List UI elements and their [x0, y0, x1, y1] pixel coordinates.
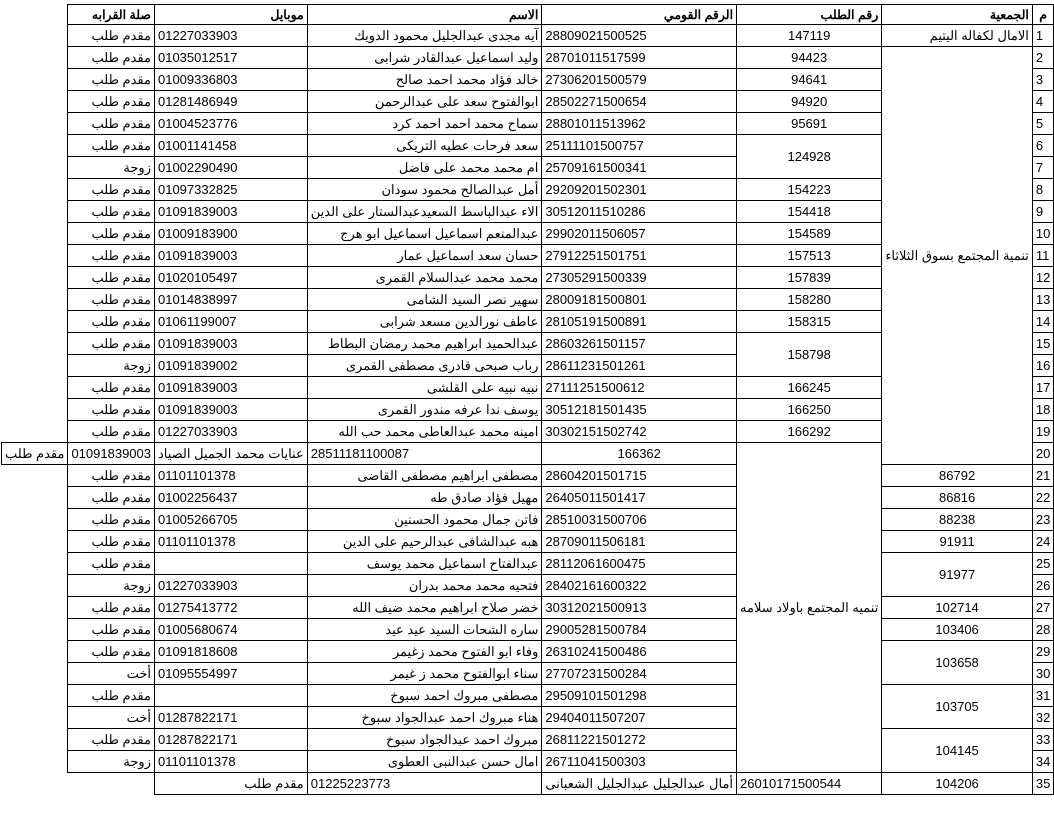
national-id-cell: 28009181500801 [542, 289, 737, 311]
request-number-cell: 166362 [542, 443, 737, 465]
relation-cell: مقدم طلب [68, 25, 155, 47]
row-number-cell: 26 [1032, 575, 1053, 597]
mobile-cell: 01091839003 [154, 201, 307, 223]
national-id-cell: 26310241500486 [542, 641, 737, 663]
header-relation: صلة القرابه [68, 5, 155, 25]
relation-cell: مقدم طلب [68, 47, 155, 69]
row-number-cell: 4 [1032, 91, 1053, 113]
relation-cell: مقدم طلب [68, 135, 155, 157]
mobile-cell: 01001141458 [154, 135, 307, 157]
name-cell: حسان سعد اسماعيل عمار [307, 245, 542, 267]
row-number-cell: 29 [1032, 641, 1053, 663]
mobile-cell: 01014838997 [154, 289, 307, 311]
header-request-no: رقم الطلب [737, 5, 882, 25]
relation-cell: مقدم طلب [68, 465, 155, 487]
relation-cell: مقدم طلب [68, 69, 155, 91]
request-number-cell: 147119 [737, 25, 882, 47]
national-id-cell: 28701011517599 [542, 47, 737, 69]
mobile-cell: 01287822171 [154, 707, 307, 729]
header-association: الجمعية [882, 5, 1033, 25]
mobile-cell [154, 685, 307, 707]
national-id-cell: 30312021500913 [542, 597, 737, 619]
request-number-cell: 157513 [737, 245, 882, 267]
national-id-cell: 30512011510286 [542, 201, 737, 223]
mobile-cell: 01227033903 [154, 421, 307, 443]
mobile-cell: 01004523776 [154, 113, 307, 135]
mobile-cell: 01091839003 [154, 377, 307, 399]
name-cell: يوسف ندا عرفه مندور القمرى [307, 399, 542, 421]
row-number-cell: 34 [1032, 751, 1053, 773]
request-number-cell: 102714 [882, 597, 1033, 619]
name-cell: امال حسن عبدالنبى العطوى [307, 751, 542, 773]
row-number-cell: 5 [1032, 113, 1053, 135]
national-id-cell: 29902011506057 [542, 223, 737, 245]
name-cell: سماح محمد احمد احمد كرد [307, 113, 542, 135]
row-number-cell: 19 [1032, 421, 1053, 443]
row-number-cell: 32 [1032, 707, 1053, 729]
relation-cell: مقدم طلب [68, 289, 155, 311]
row-number-cell: 22 [1032, 487, 1053, 509]
relation-cell: مقدم طلب [68, 201, 155, 223]
row-number-cell: 10 [1032, 223, 1053, 245]
name-cell: آيه مجدى عبدالجليل محمود الدويك [307, 25, 542, 47]
header-row [2, 5, 1054, 25]
request-number-cell: 158798 [737, 333, 882, 377]
mobile-cell: 01091839003 [154, 333, 307, 355]
row-number-cell: 18 [1032, 399, 1053, 421]
applicants-table [1, 4, 1054, 795]
national-id-cell: 28510031500706 [542, 509, 737, 531]
mobile-cell: 01002290490 [154, 157, 307, 179]
table-row [2, 47, 1054, 69]
row-number-cell: 2 [1032, 47, 1053, 69]
relation-cell: مقدم طلب [68, 729, 155, 751]
name-cell: وفاء ابو الفتوح محمد زغيمر [307, 641, 542, 663]
national-id-cell: 28502271500654 [542, 91, 737, 113]
row-number-cell: 16 [1032, 355, 1053, 377]
table-row [2, 531, 1054, 553]
relation-cell: زوجة [68, 355, 155, 377]
association-cell: تنمية المجتمع بسوق الثلاثاء [882, 47, 1033, 465]
national-id-cell: 30512181501435 [542, 399, 737, 421]
national-id-cell: 28801011513962 [542, 113, 737, 135]
row-number-cell: 9 [1032, 201, 1053, 223]
relation-cell: مقدم طلب [68, 311, 155, 333]
national-id-cell: 28604201501715 [542, 465, 737, 487]
name-cell: مصطفى مبروك احمد سبوخ [307, 685, 542, 707]
request-number-cell: 103658 [882, 641, 1033, 685]
mobile-cell: 01035012517 [154, 47, 307, 69]
mobile-cell: 01091839003 [154, 245, 307, 267]
row-number-cell: 27 [1032, 597, 1053, 619]
mobile-cell: 01227033903 [154, 575, 307, 597]
mobile-cell: 01091818608 [154, 641, 307, 663]
table-row [2, 619, 1054, 641]
request-number-cell: 86792 [882, 465, 1033, 487]
name-cell: عبدالفتاح اسماعيل محمد يوسف [307, 553, 542, 575]
row-number-cell: 35 [1032, 773, 1053, 795]
relation-cell: مقدم طلب [68, 377, 155, 399]
mobile-cell: 01095554997 [154, 663, 307, 685]
name-cell: عبدالمنعم اسماعيل اسماعيل ابو هرج [307, 223, 542, 245]
relation-cell: مقدم طلب [68, 487, 155, 509]
national-id-cell: 27306201500579 [542, 69, 737, 91]
name-cell: محمد محمد عبدالسلام القمرى [307, 267, 542, 289]
request-number-cell: 94920 [737, 91, 882, 113]
name-cell: عبدالحميد ابراهيم محمد رمضان البطاط [307, 333, 542, 355]
table-row [2, 685, 1054, 707]
national-id-cell: 28105191500891 [542, 311, 737, 333]
association-cell: الامال لكفاله اليتيم [882, 25, 1033, 47]
mobile-cell: 01005266705 [154, 509, 307, 531]
relation-cell: مقدم طلب [68, 113, 155, 135]
row-number-cell: 23 [1032, 509, 1053, 531]
national-id-cell: 28809021500525 [542, 25, 737, 47]
national-id-cell: 27912251501751 [542, 245, 737, 267]
row-number-cell: 33 [1032, 729, 1053, 751]
row-number-cell: 30 [1032, 663, 1053, 685]
row-number-cell: 28 [1032, 619, 1053, 641]
name-cell: ابوالفتوح سعد على عبدالرحمن [307, 91, 542, 113]
national-id-cell: 28402161600322 [542, 575, 737, 597]
relation-cell: مقدم طلب [68, 685, 155, 707]
mobile-cell: 01101101378 [154, 465, 307, 487]
request-number-cell: 166292 [737, 421, 882, 443]
header-m: م [1032, 5, 1053, 25]
national-id-cell: 29404011507207 [542, 707, 737, 729]
request-number-cell: 86816 [882, 487, 1033, 509]
mobile-cell: 01091839003 [68, 443, 155, 465]
table-row [2, 465, 1054, 487]
national-id-cell: 28709011506181 [542, 531, 737, 553]
name-cell: أمال عبدالجليل عبدالجليل الشعبانى [542, 773, 737, 795]
request-number-cell: 91911 [882, 531, 1033, 553]
request-number-cell: 154589 [737, 223, 882, 245]
name-cell: الاء عبدالباسط السعيدعبدالستار على الدين [307, 201, 542, 223]
relation-cell: زوجة [68, 575, 155, 597]
relation-cell: مقدم طلب [2, 443, 68, 465]
name-cell: امينه محمد عبدالعاطى محمد حب الله [307, 421, 542, 443]
row-number-cell: 14 [1032, 311, 1053, 333]
request-number-cell: 154418 [737, 201, 882, 223]
name-cell: نبيه نبيه على القلشى [307, 377, 542, 399]
request-number-cell: 158315 [737, 311, 882, 333]
relation-cell: زوجة [68, 157, 155, 179]
name-cell: وليد اسماعيل عبدالقادر شرابى [307, 47, 542, 69]
row-number-cell: 25 [1032, 553, 1053, 575]
request-number-cell: 166245 [737, 377, 882, 399]
relation-cell: مقدم طلب [68, 91, 155, 113]
name-cell: هناء مبروك احمد عبدالجواد سبوخ [307, 707, 542, 729]
national-id-cell: 27305291500339 [542, 267, 737, 289]
row-number-cell: 8 [1032, 179, 1053, 201]
request-number-cell: 88238 [882, 509, 1033, 531]
relation-cell: مقدم طلب [68, 399, 155, 421]
name-cell: عنايات محمد الجميل الصياد [154, 443, 307, 465]
relation-cell: مقدم طلب [154, 773, 307, 795]
relation-cell: مقدم طلب [68, 223, 155, 245]
table-row [2, 597, 1054, 619]
mobile-cell: 01002256437 [154, 487, 307, 509]
national-id-cell: 28611231501261 [542, 355, 737, 377]
table-row [2, 553, 1054, 575]
request-number-cell: 91977 [882, 553, 1033, 597]
name-cell: فاتن جمال محمود الحسنين [307, 509, 542, 531]
row-number-cell: 31 [1032, 685, 1053, 707]
name-cell: سعد فرحات عطيه التريكى [307, 135, 542, 157]
name-cell: عاطف نورالدين مسعد شرابى [307, 311, 542, 333]
header-name: الاسم [307, 5, 542, 25]
request-number-cell: 95691 [737, 113, 882, 135]
association-cell: تنميه المجتمع باولاد سلامه [737, 443, 882, 773]
request-number-cell: 104145 [882, 729, 1033, 773]
row-number-cell: 3 [1032, 69, 1053, 91]
relation-cell: مقدم طلب [68, 641, 155, 663]
name-cell: هبه عبدالشافى عبدالرحيم على الدين [307, 531, 542, 553]
name-cell: سناء ابوالفتوح محمد ز غيمر [307, 663, 542, 685]
row-number-cell: 24 [1032, 531, 1053, 553]
request-number-cell: 158280 [737, 289, 882, 311]
name-cell: ام محمد محمد على فاضل [307, 157, 542, 179]
mobile-cell: 01281486949 [154, 91, 307, 113]
national-id-cell: 27111251500612 [542, 377, 737, 399]
row-number-cell: 6 [1032, 135, 1053, 157]
header-mobile: موبايل [154, 5, 307, 25]
request-number-cell: 154223 [737, 179, 882, 201]
national-id-cell: 29509101501298 [542, 685, 737, 707]
row-number-cell: 17 [1032, 377, 1053, 399]
row-number-cell: 15 [1032, 333, 1053, 355]
name-cell: سهير نصر السيد الشامى [307, 289, 542, 311]
row-number-cell: 20 [1032, 443, 1053, 465]
mobile-cell: 01061199007 [154, 311, 307, 333]
relation-cell: مقدم طلب [68, 245, 155, 267]
row-number-cell: 7 [1032, 157, 1053, 179]
mobile-cell: 01091839002 [154, 355, 307, 377]
table-row [2, 487, 1054, 509]
row-number-cell: 12 [1032, 267, 1053, 289]
name-cell: مهيل فؤاد صادق طه [307, 487, 542, 509]
national-id-cell: 25111101500757 [542, 135, 737, 157]
name-cell: رباب صبحى قادرى مصطفى القمرى [307, 355, 542, 377]
table-row [2, 25, 1054, 47]
table-row [2, 641, 1054, 663]
header-national-id: الرقم القومي [542, 5, 737, 25]
name-cell: ساره الشحات السيد عيد عيد [307, 619, 542, 641]
relation-cell: مقدم طلب [68, 619, 155, 641]
national-id-cell: 25709161500341 [542, 157, 737, 179]
table-row [2, 509, 1054, 531]
national-id-cell: 28511181100087 [307, 443, 542, 465]
request-number-cell: 94423 [737, 47, 882, 69]
relation-cell: مقدم طلب [68, 421, 155, 443]
national-id-cell: 26405011501417 [542, 487, 737, 509]
mobile-cell: 01005680674 [154, 619, 307, 641]
national-id-cell: 29209201502301 [542, 179, 737, 201]
mobile-cell: 01287822171 [154, 729, 307, 751]
mobile-cell: 01275413772 [154, 597, 307, 619]
mobile-cell: 01097332825 [154, 179, 307, 201]
request-number-cell: 157839 [737, 267, 882, 289]
row-number-cell: 21 [1032, 465, 1053, 487]
request-number-cell: 166250 [737, 399, 882, 421]
request-number-cell: 103406 [882, 619, 1033, 641]
row-number-cell: 13 [1032, 289, 1053, 311]
national-id-cell: 26711041500303 [542, 751, 737, 773]
relation-cell: مقدم طلب [68, 509, 155, 531]
mobile-cell: 01091839003 [154, 399, 307, 421]
name-cell: فتحيه محمد محمد بدران [307, 575, 542, 597]
mobile-cell: 01020105497 [154, 267, 307, 289]
name-cell: مبروك احمد عبدالجواد سبوخ [307, 729, 542, 751]
request-number-cell: 94641 [737, 69, 882, 91]
national-id-cell: 28112061600475 [542, 553, 737, 575]
national-id-cell: 28603261501157 [542, 333, 737, 355]
table-row [2, 729, 1054, 751]
mobile-cell: 01101101378 [154, 751, 307, 773]
relation-cell: أخت [68, 707, 155, 729]
name-cell: أمل عبدالصالح محمود سودان [307, 179, 542, 201]
relation-cell: مقدم طلب [68, 179, 155, 201]
table-row [2, 773, 1054, 795]
relation-cell: زوجة [68, 751, 155, 773]
relation-cell: أخت [68, 663, 155, 685]
mobile-cell: 01101101378 [154, 531, 307, 553]
mobile-cell: 01009336803 [154, 69, 307, 91]
row-number-cell: 1 [1032, 25, 1053, 47]
mobile-cell: 01009183900 [154, 223, 307, 245]
national-id-cell: 27707231500284 [542, 663, 737, 685]
table-body [2, 25, 1054, 795]
mobile-cell [154, 553, 307, 575]
national-id-cell: 30302151502742 [542, 421, 737, 443]
mobile-cell: 01225223773 [307, 773, 542, 795]
relation-cell: مقدم طلب [68, 553, 155, 575]
name-cell: مصطفى ابراهيم مصطفى القاضى [307, 465, 542, 487]
request-number-cell: 103705 [882, 685, 1033, 729]
mobile-cell: 01227033903 [154, 25, 307, 47]
relation-cell: مقدم طلب [68, 267, 155, 289]
relation-cell: مقدم طلب [68, 531, 155, 553]
national-id-cell: 29005281500784 [542, 619, 737, 641]
name-cell: خضر صلاح ابراهيم محمد ضيف الله [307, 597, 542, 619]
request-number-cell: 124928 [737, 135, 882, 179]
relation-cell: مقدم طلب [68, 333, 155, 355]
name-cell: خالد فؤاد محمد احمد صالح [307, 69, 542, 91]
national-id-cell: 26811221501272 [542, 729, 737, 751]
request-number-cell: 104206 [882, 773, 1033, 795]
row-number-cell: 11 [1032, 245, 1053, 267]
relation-cell: مقدم طلب [68, 597, 155, 619]
national-id-cell: 26010171500544 [737, 773, 882, 795]
